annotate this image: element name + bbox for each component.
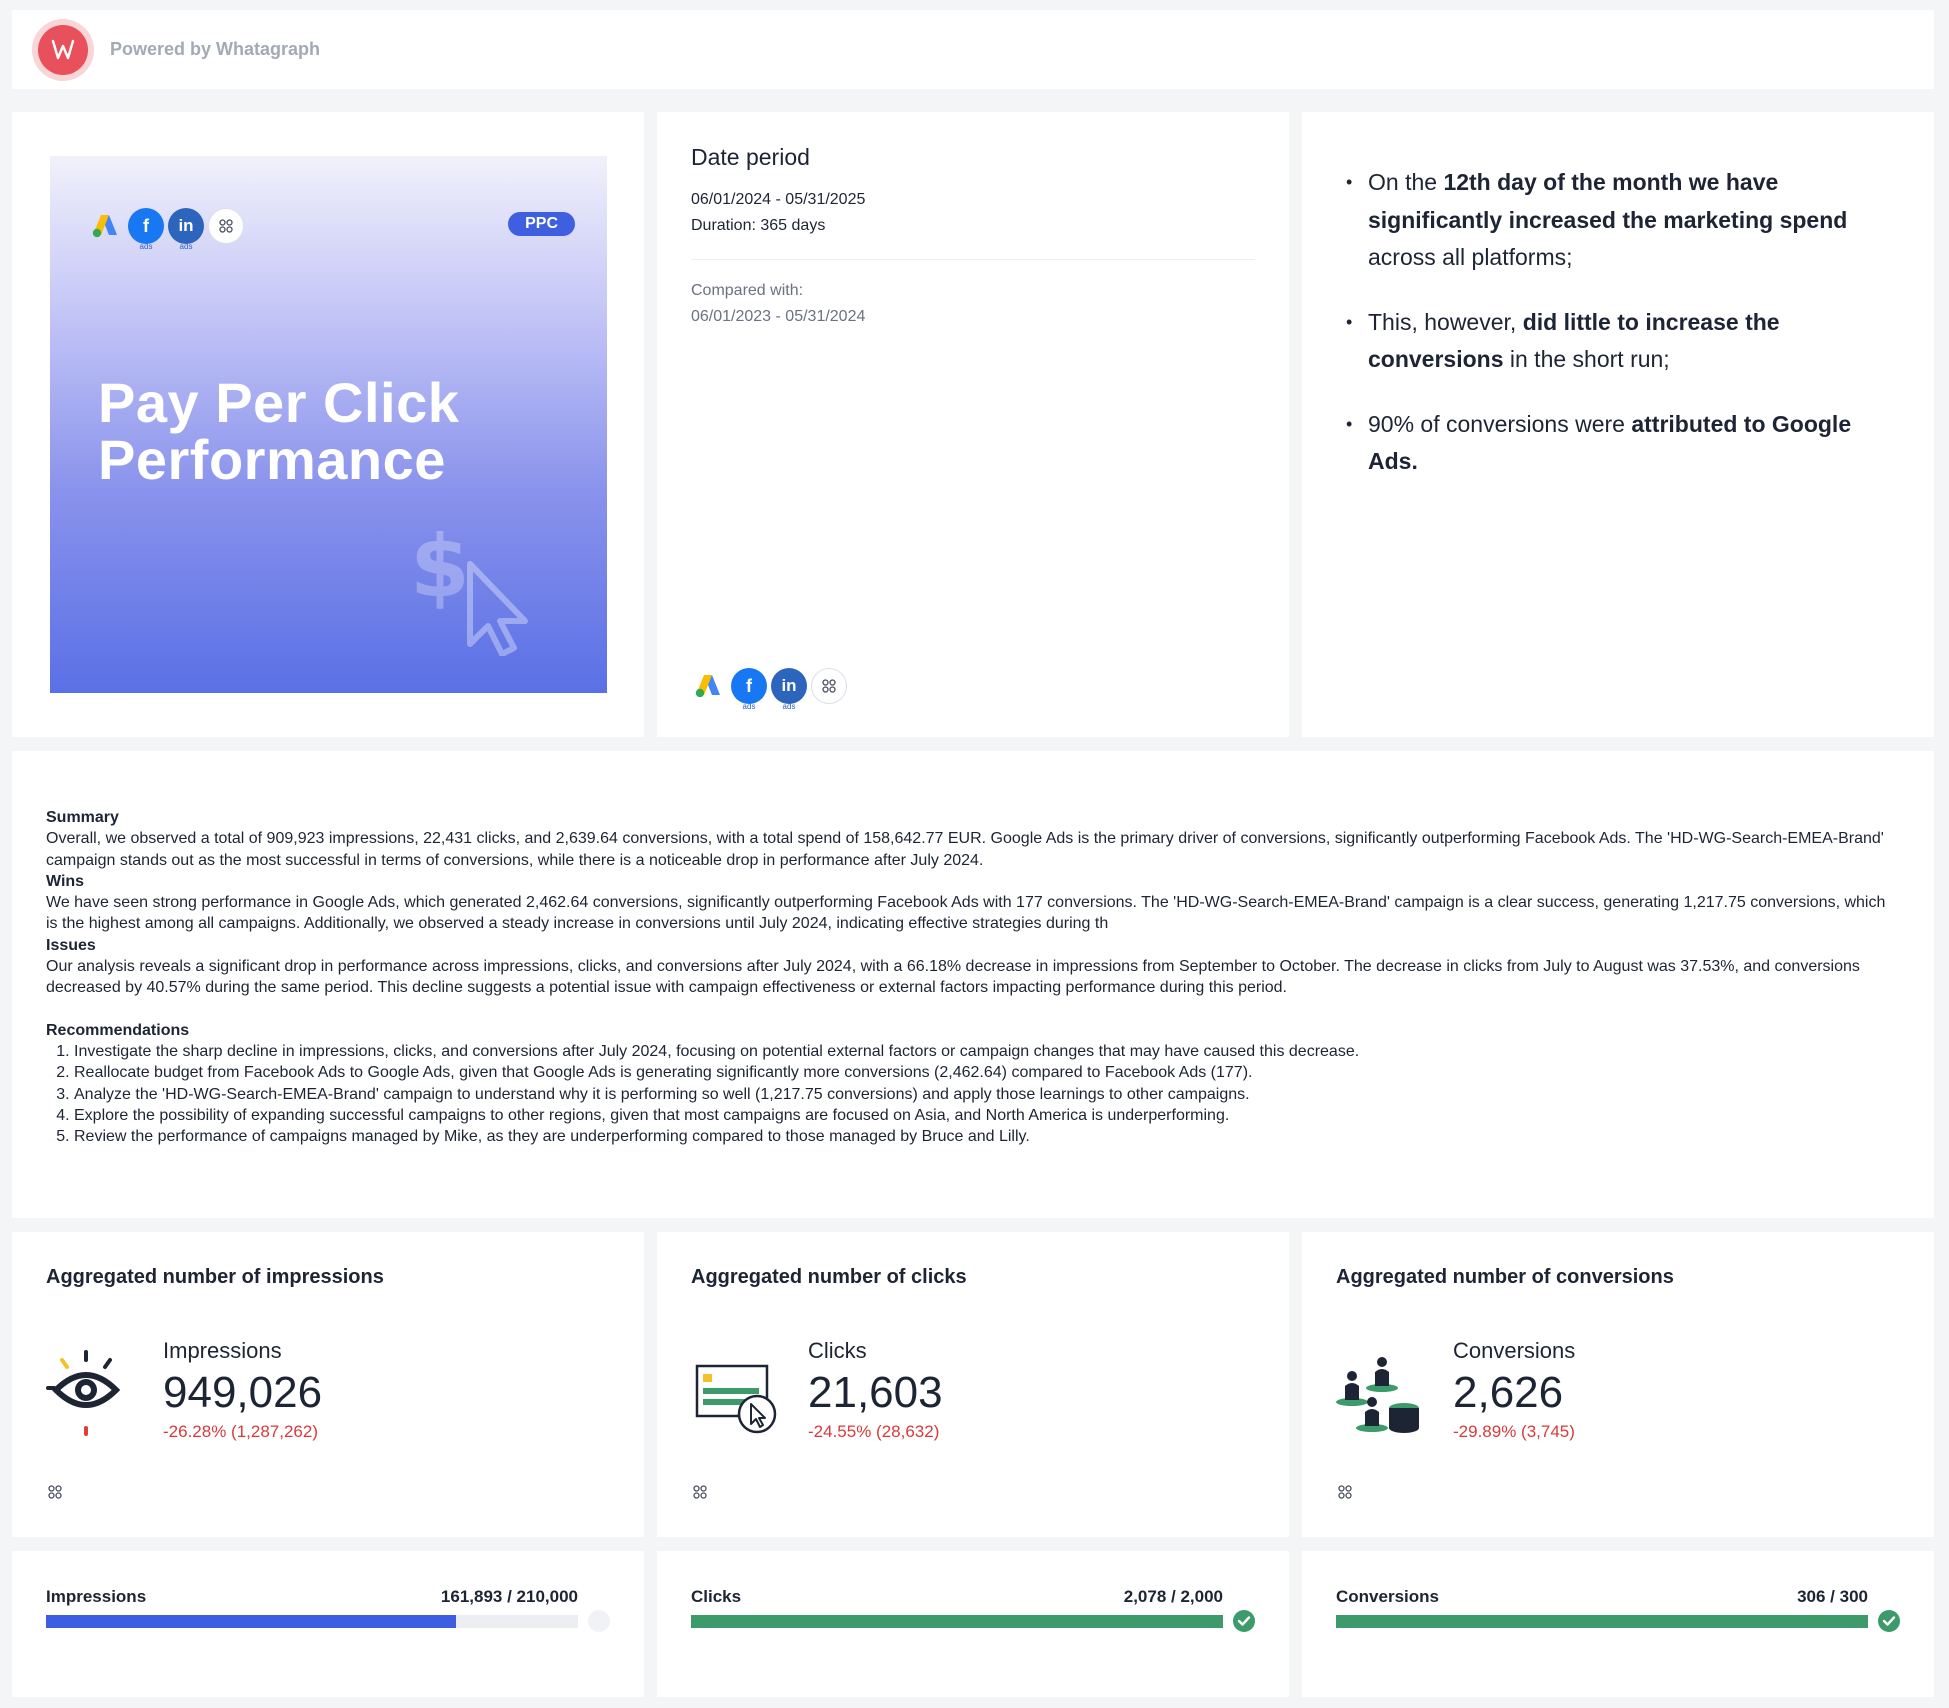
recommendation-item: 2. Reallocate budget from Facebook Ads to Google Ads, given that Google Ads is generating significantly more conversions (2,462.64) compared to Facebook Ads (177). [74,1062,1900,1083]
top-bar [12,10,1934,89]
kpi-label: Clicks [808,1338,867,1363]
whatagraph-logo-icon [50,38,76,62]
issues-text: Our analysis reveals a significant drop in performance across impressions, clicks, and conversions after July 2024, with a 66.18% decrease in impressions from September to October. The decrease in clicks from July to August was 37.53%, and conversions decreased by 40.57% during the same period. This decline suggests a potential issue with campaign effectiveness or external factors impacting performance during this period. [46,958,1860,997]
cover-title: Pay Per Click Performance [98,371,460,492]
highlight-item: • On the 12th day of the month we have significantly increased the marketing spend across all platforms; [1342,164,1894,277]
kpi-title: Aggregated number of clicks [691,1266,967,1288]
highlights-list [1342,164,1894,481]
cover-card [12,112,644,737]
whatagraph-logo[interactable] [32,19,94,81]
kpi-value: 21,603 [808,1368,943,1417]
kpi-card-conversions [1302,1232,1934,1537]
kpi-metric [163,1338,322,1442]
goal-progress-bar [46,1615,578,1628]
duration: Duration: 365 days [691,217,826,234]
goal-card-clicks [657,1551,1289,1697]
goal-value: 2,078 / 2,000 [1123,1587,1223,1606]
people-coins-icon [1336,1350,1422,1436]
goal-label: Conversions [1336,1587,1439,1606]
kpi-title: Aggregated number of conversions [1336,1266,1674,1288]
recommendations-heading: Recommendations [46,1021,190,1039]
more-apps-icon [208,208,244,244]
kpi-metric [1453,1338,1575,1442]
svg-text:$: $ [410,526,470,617]
kpi-delta: -26.28% (1,287,262) [163,1422,318,1441]
date-platform-icons [691,668,847,711]
highlights-card [1302,112,1934,737]
kpi-delta: -24.55% (28,632) [808,1422,940,1441]
wins-heading: Wins [46,872,85,890]
date-range: 06/01/2024 - 05/31/2025 [691,191,866,208]
goal-label: Clicks [691,1587,742,1606]
goal-progress-fill [691,1615,1223,1628]
kpi-value: 949,026 [163,1368,323,1417]
compared-label: Compared with: [691,282,804,299]
check-icon [1233,1610,1255,1632]
issues-heading: Issues [46,936,96,954]
goal-label: Impressions [46,1587,147,1606]
facebook-ads-icon: f ads [128,208,164,244]
more-apps-icon [48,1485,62,1499]
linkedin-ads-icon: in ads [771,668,807,704]
goal-value: 306 / 300 [1797,1587,1868,1606]
recommendations-list [46,1041,1900,1147]
kpi-delta: -29.89% (3,745) [1453,1422,1575,1441]
goal-card-conversions [1302,1551,1934,1697]
summary-text: Overall, we observed a total of 909,923 impressions, 22,431 clicks, and 2,639.64 conversions, with a total spend of 158,642.77 EUR. Google Ads is the primary driver of conversions, significantly outperforming Facebook Ads. The 'HD-WG-Search-EMEA-Brand' campaign stands out as the most successful in terms of conversions, while there is a noticeable drop in performance after July 2024. [46,830,1884,869]
wins-text: We have seen strong performance in Google Ads, which generated 2,462.64 conversions, significantly outperforming Facebook Ads with 177 conversions. The 'HD-WG-Search-EMEA-Brand' campaign is a clear success, generating 1,217.75 conversions, which is the highest among all campaigns. Additionally, we observed a steady increase in conversions until July 2024, indicating effective strategies during th [46,894,1886,933]
highlight-item: • 90% of conversions were attributed to Google Ads. [1342,406,1894,481]
more-apps-icon [1338,1485,1352,1499]
goal-status-icon [588,1610,610,1632]
recommendation-item: 5. Review the performance of campaigns managed by Mike, as they are underperforming compared to those managed by Bruce and Lilly. [74,1126,1900,1147]
kpi-label: Conversions [1453,1338,1576,1363]
compared-range: 06/01/2023 - 05/31/2024 [691,308,866,325]
more-apps-icon [811,668,847,704]
goal-card-impressions [12,1551,644,1697]
goal-progress-fill [46,1615,456,1628]
kpi-title: Aggregated number of impressions [46,1266,384,1288]
kpi-card-clicks [657,1232,1289,1537]
goal-progress-bar [1336,1615,1868,1628]
eye-icon [46,1348,126,1438]
kpi-value: 2,626 [1453,1368,1564,1417]
kpi-card-impressions [12,1232,644,1537]
kpi-metric [808,1338,943,1442]
recommendation-item: 4. Explore the possibility of expanding successful campaigns to other regions, given that most campaigns are focused on Asia, and North America is underperforming. [74,1105,1900,1126]
goal-progress-fill [1336,1615,1868,1628]
cover-platform-icons [88,208,244,251]
powered-by-text: Powered by Whatagraph [110,39,321,59]
kpi-label: Impressions [163,1338,282,1363]
goal-value: 161,893 / 210,000 [440,1587,578,1606]
google-ads-icon [691,668,727,704]
highlight-item: • This, however, did little to increase the conversions in the short run; [1342,304,1894,379]
date-period-title: Date period [691,144,810,170]
facebook-ads-icon: f ads [731,668,767,704]
check-icon [1878,1610,1900,1632]
click-screen-icon [695,1364,779,1438]
cover-image [50,156,607,693]
recommendation-item: 3. Analyze the 'HD-WG-Search-EMEA-Brand' campaign to understand why it is performing so well (1,217.75 conversions) and apply those learnings to other campaigns. [74,1084,1900,1105]
ppc-badge: PPC [508,212,575,236]
recommendation-item: 1. Investigate the sharp decline in impressions, clicks, and conversions after July 2024, focusing on potential external factors or campaign changes that may have caused this decrease. [74,1041,1900,1062]
more-apps-icon [693,1485,707,1499]
goal-progress-bar [691,1615,1223,1628]
divider [691,259,1255,260]
linkedin-ads-icon: in ads [168,208,204,244]
summary-heading: Summary [46,809,119,826]
date-period-card [657,112,1289,737]
summary-card [12,751,1934,1218]
google-ads-icon [88,208,124,244]
dollar-cursor-icon [410,526,560,656]
